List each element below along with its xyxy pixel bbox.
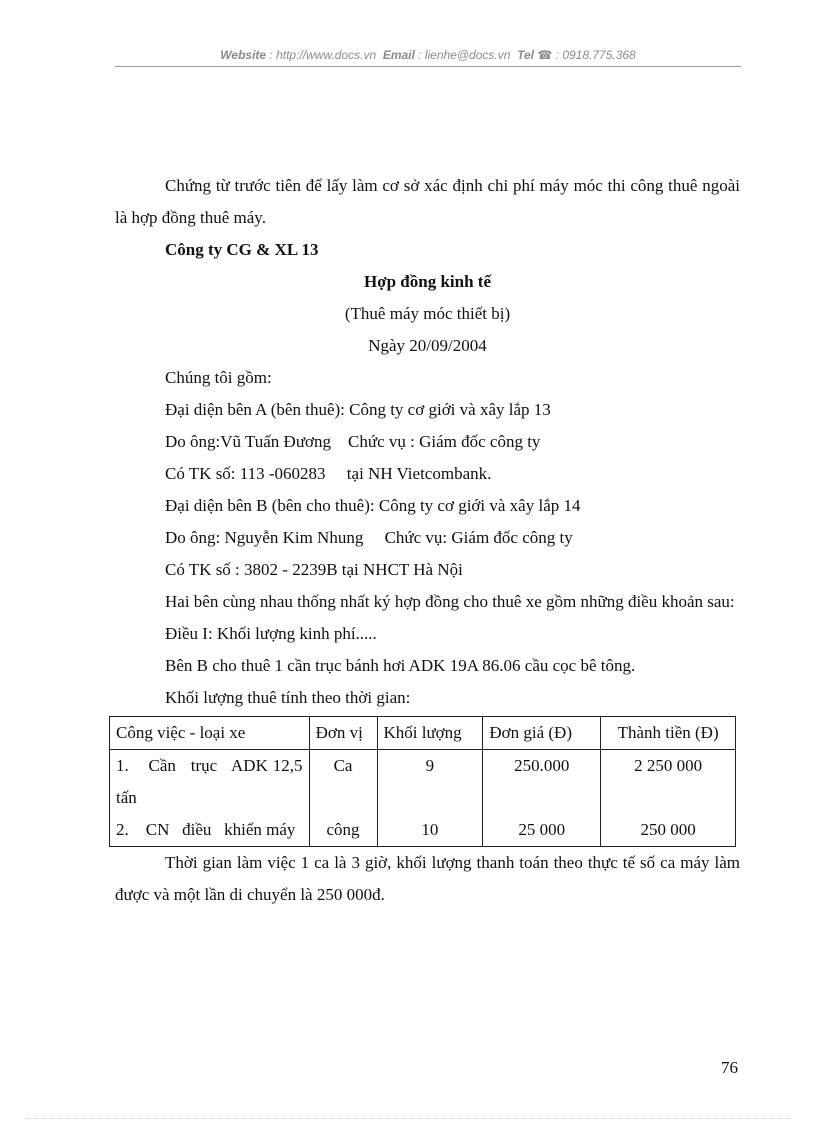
- header-cell: Khối lượng: [377, 717, 483, 750]
- article-1: Điều I: Khối lượng kinh phí.....: [165, 624, 377, 643]
- qty-cell: 9: [377, 750, 483, 815]
- header-divider: [115, 66, 741, 67]
- page-header: [115, 48, 741, 62]
- agreement-paragraph: Hai bên cùng nhau thống nhất ký hợp đồng cho thuê xe gồm những điều khoản sau:: [165, 592, 735, 611]
- contract-date: Ngày 20/09/2004: [368, 336, 487, 355]
- document-body: [115, 170, 740, 911]
- task-cell: 1. Cần trục ADK 12,5 tấn: [110, 750, 310, 815]
- website-link[interactable]: http://www.docs.vn: [276, 48, 377, 62]
- qty-cell: 10: [377, 814, 483, 847]
- phone-icon: ☎: [537, 48, 553, 62]
- table-header-row: [110, 717, 736, 750]
- website-sep: :: [266, 48, 277, 62]
- unit-cell: công: [309, 814, 377, 847]
- we-are-line: Chúng tôi gồm:: [165, 368, 272, 387]
- party-b: Đại diện bên B (bên cho thuê): Công ty cơ giới và xây lắp 14: [165, 496, 581, 515]
- account-a: Có TK số: 113 -060283 tại NH Vietcombank.: [165, 464, 492, 483]
- email-label: Email: [382, 48, 415, 62]
- header-cell: Đơn giá (Đ): [483, 717, 601, 750]
- lease-table: [109, 716, 736, 847]
- header-cell: Đơn vị: [309, 717, 377, 750]
- contract-title: Hợp đồng kinh tế: [363, 272, 492, 291]
- intro-paragraph: Chứng từ trước tiên để lấy làm cơ sở xác định chi phí máy móc thi công thuê ngoài là hợp đồng thuê máy.: [115, 176, 740, 227]
- price-cell: 250.000: [483, 750, 601, 815]
- lease-item: Bên B cho thuê 1 cần trục bánh hơi ADK 19A 86.06 cầu cọc bê tông.: [165, 656, 636, 675]
- email-sep: :: [414, 48, 425, 62]
- page-number: 76: [721, 1058, 738, 1077]
- rep-b: Do ông: Nguyễn Kim Nhung Chức vụ: Giám đốc công ty: [165, 528, 573, 547]
- table-row: [110, 750, 736, 815]
- company-name: Công ty CG & XL 13: [165, 240, 319, 259]
- email-link[interactable]: lienhe@docs.vn: [424, 48, 511, 62]
- total-cell: 2 250 000: [601, 750, 736, 815]
- closing-paragraph: Thời gian làm việc 1 ca là 3 giờ, khối lượng thanh toán theo thực tế số ca máy làm được và một lần di chuyển là 250 000đ.: [115, 853, 740, 904]
- contract-subtitle: (Thuê máy móc thiết bị): [344, 304, 511, 323]
- website-label: Website: [220, 48, 267, 62]
- total-cell: 250 000: [601, 814, 736, 847]
- footer-divider: [25, 1118, 791, 1119]
- tel-sep: :: [552, 48, 563, 62]
- price-cell: 25 000: [483, 814, 601, 847]
- header-cell: Công việc - loại xe: [110, 717, 310, 750]
- account-b: Có TK số : 3802 - 2239B tại NHCT Hà Nội: [165, 560, 463, 579]
- table-row: [110, 814, 736, 847]
- volume-note: Khối lượng thuê tính theo thời gian:: [165, 688, 411, 707]
- tel-label: Tel: [517, 48, 534, 62]
- task-cell: 2. CN điều khiển máy: [110, 814, 310, 847]
- party-a: Đại diện bên A (bên thuê): Công ty cơ giới và xây lắp 13: [165, 400, 551, 419]
- tel-value: 0918.775.368: [562, 48, 636, 62]
- unit-cell: Ca: [309, 750, 377, 815]
- header-cell: Thành tiền (Đ): [601, 717, 736, 750]
- rep-a: Do ông:Vũ Tuấn Đương Chức vụ : Giám đốc công ty: [165, 432, 541, 451]
